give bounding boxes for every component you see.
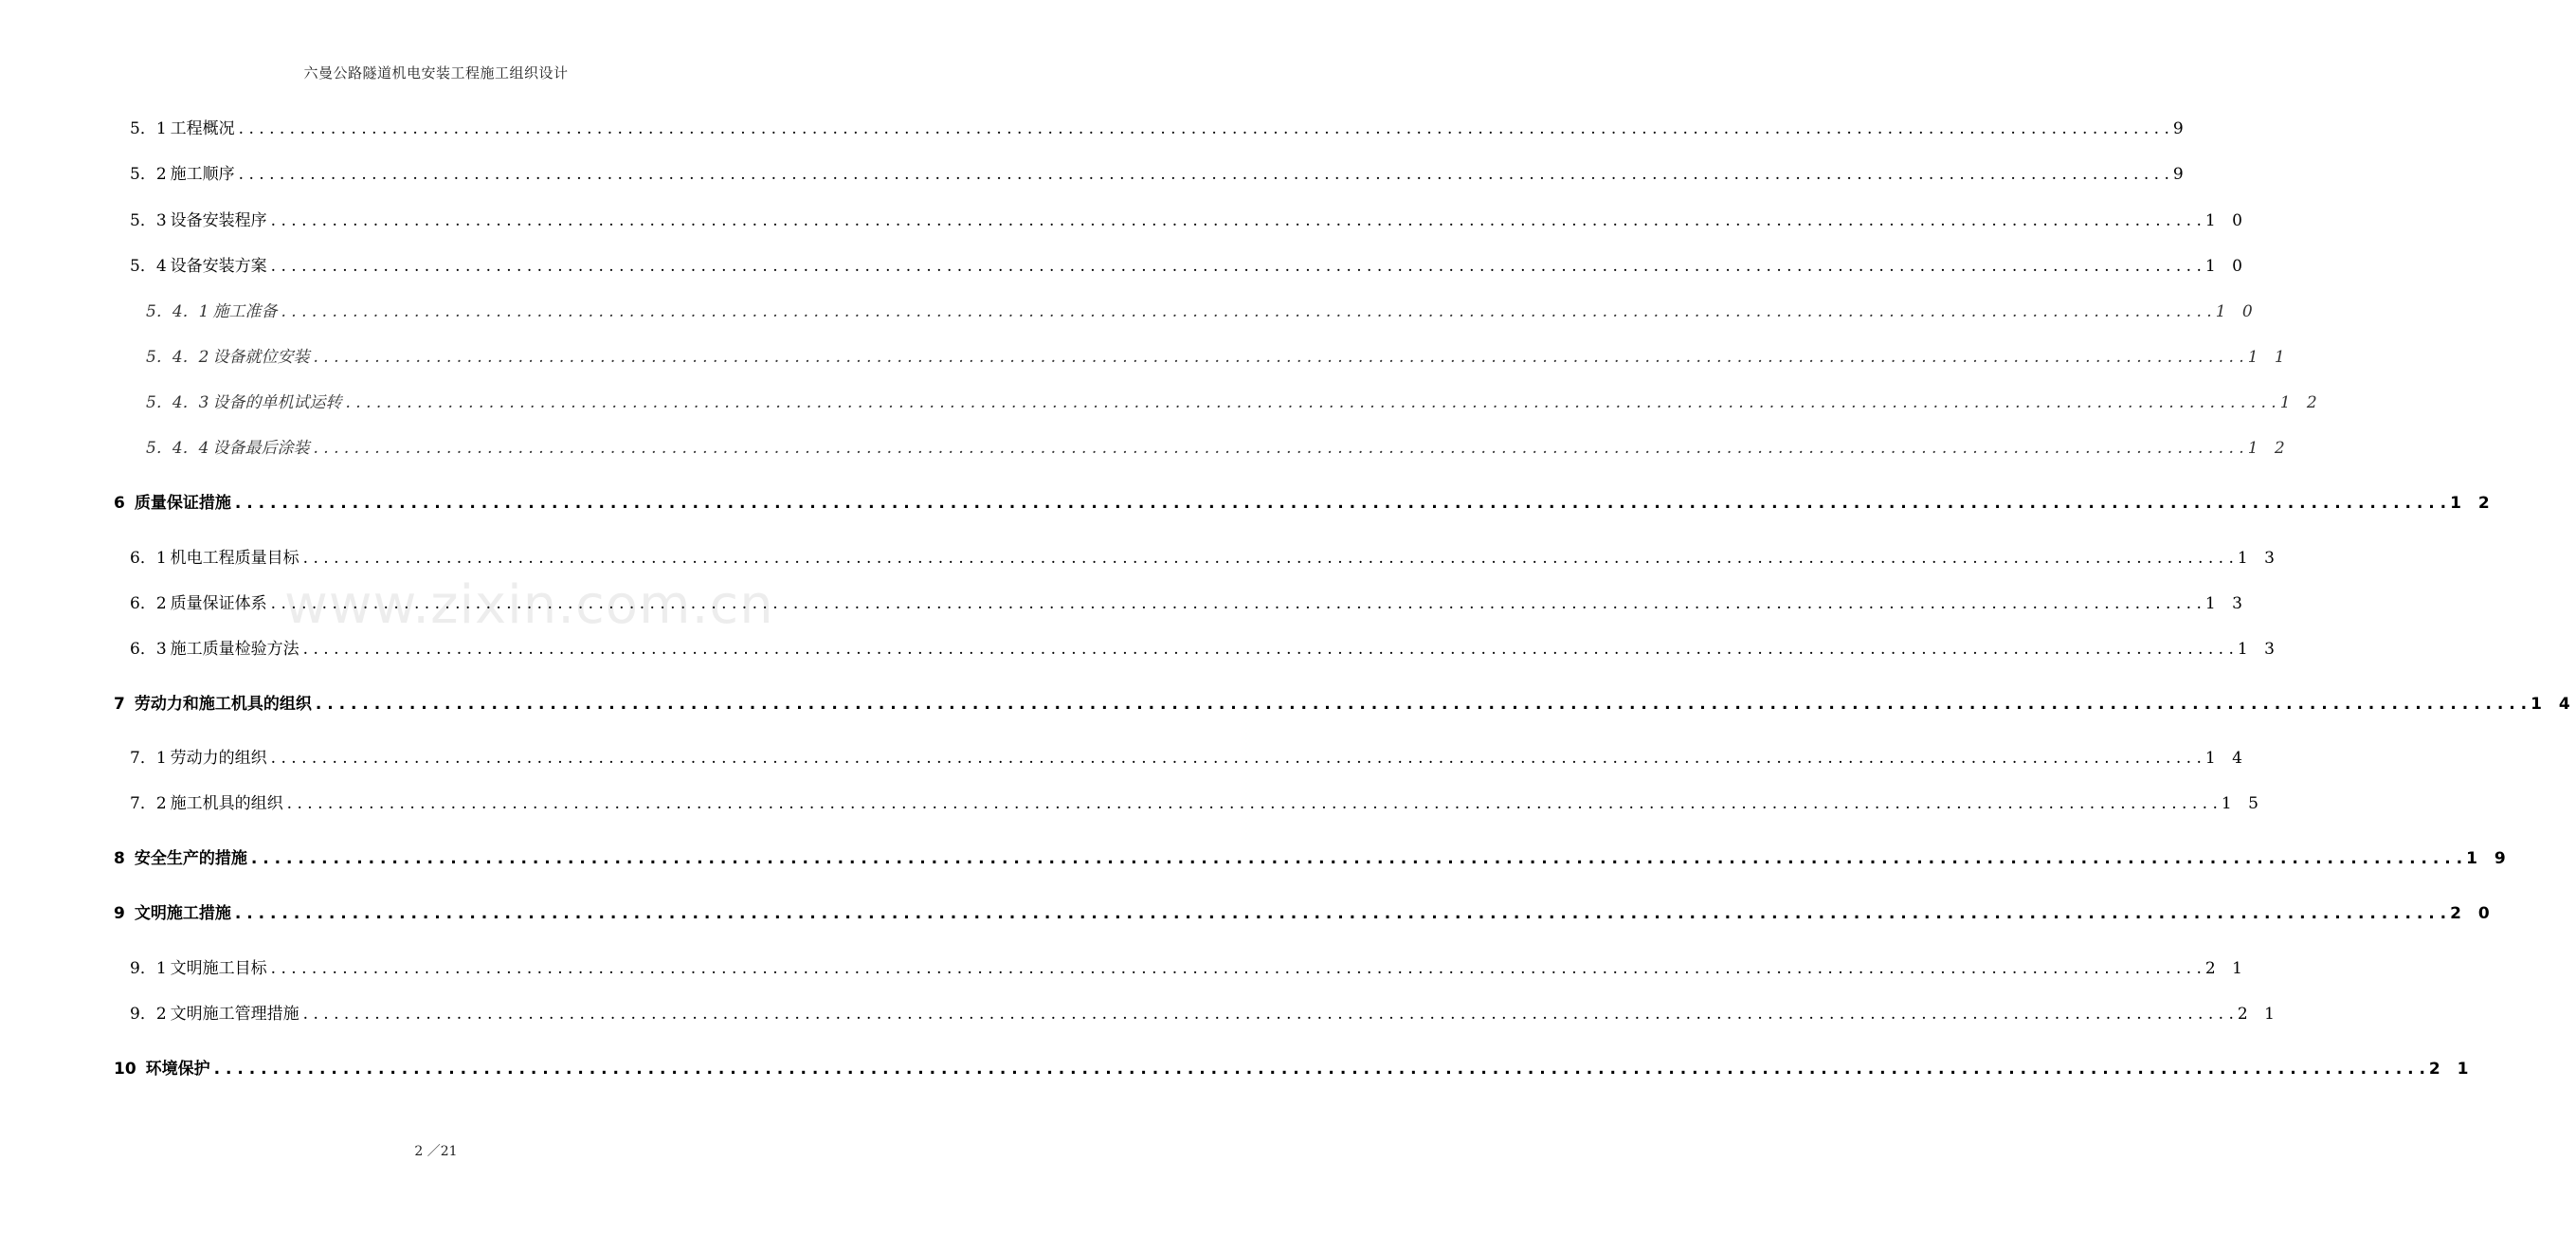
toc-entry-title: 施工准备 (212, 302, 278, 321)
toc-dot-leader (271, 591, 2202, 616)
toc-dot-leader (239, 117, 2169, 141)
toc-entry-number: 6．3 (130, 640, 167, 659)
toc-entry-number: 5．3 (130, 211, 167, 230)
toc-entry-title: 质量保证措施 (134, 494, 231, 513)
toc-entry-number: 5．4．4 (146, 439, 209, 458)
toc-entry[interactable] (146, 345, 2291, 370)
toc-dot-leader (271, 956, 2202, 981)
toc-entry-number: 5．4．2 (146, 348, 209, 367)
toc-entry-title: 设备安装程序 (170, 211, 267, 230)
toc-entry-number: 5．1 (130, 119, 167, 138)
toc-entry-title: 机电工程质量目标 (170, 549, 299, 568)
toc-entry-number: 10 (114, 1060, 136, 1079)
toc-dot-leader (235, 491, 2446, 516)
toc-entry-number: 5．2 (130, 165, 167, 184)
toc-entry-page: 2 1 (2237, 1005, 2280, 1024)
toc-entry-title: 施工顺序 (170, 165, 235, 184)
toc-dot-leader (235, 901, 2446, 926)
toc-entry-page: 1 0 (2204, 211, 2248, 230)
toc-entry[interactable] (146, 299, 2259, 324)
toc-dot-leader (287, 791, 2218, 816)
toc-entry-title: 工程概况 (170, 119, 235, 138)
toc-entry-page: 1 0 (2204, 257, 2248, 276)
toc-dot-leader (303, 546, 2234, 571)
toc-entry[interactable] (114, 901, 2495, 926)
toc-entry-title: 劳动力的组织 (170, 749, 267, 768)
toc-entry-title: 文明施工措施 (134, 904, 231, 923)
toc-entry-page: 1 3 (2237, 640, 2280, 659)
toc-entry[interactable] (114, 846, 2512, 871)
toc-dot-leader (313, 436, 2243, 461)
toc-entry-title: 质量保证体系 (170, 594, 267, 613)
toc-entry-page: 1 2 (2450, 494, 2495, 513)
toc-entry-number: 5．4．1 (146, 302, 209, 321)
toc-entry[interactable] (114, 692, 2576, 717)
toc-entry-title: 文明施工目标 (170, 959, 267, 978)
toc-entry-page: 9 (2172, 119, 2189, 138)
toc-dot-leader (313, 345, 2243, 370)
toc-entry-number: 7．2 (130, 794, 167, 813)
toc-entry[interactable] (130, 209, 2248, 233)
toc-entry-page: 1 3 (2204, 594, 2248, 613)
toc-dot-leader (251, 846, 2462, 871)
toc-entry-page: 1 4 (2204, 749, 2248, 768)
toc-entry[interactable] (114, 491, 2495, 516)
toc-entry[interactable] (130, 956, 2248, 981)
toc-dot-leader (214, 1057, 2425, 1081)
toc-entry-page: 1 4 (2531, 695, 2576, 714)
toc-entry[interactable] (146, 390, 2323, 415)
toc-entry-page: 2 0 (2450, 904, 2495, 923)
toc-entry[interactable] (130, 1002, 2280, 1026)
toc-entry-title: 施工质量检验方法 (170, 640, 299, 659)
toc-entry[interactable] (130, 117, 2189, 141)
toc-entry[interactable] (130, 791, 2264, 816)
toc-dot-leader (271, 209, 2202, 233)
toc-entry-title: 设备最后涂装 (212, 439, 310, 458)
toc-dot-leader (316, 692, 2527, 717)
toc-entry-title: 安全生产的措施 (134, 849, 247, 868)
toc-dot-leader (239, 162, 2169, 187)
toc-dot-leader (271, 746, 2202, 771)
page-indicator: 2 ／21 (414, 1144, 458, 1159)
toc-entry[interactable] (130, 546, 2280, 571)
toc-entry-title: 文明施工管理措施 (170, 1005, 299, 1024)
toc-entry-page: 1 9 (2466, 849, 2512, 868)
toc-entry-number: 6 (114, 494, 125, 513)
toc-entry-title: 劳动力和施工机具的组织 (134, 695, 312, 714)
toc-entry-title: 设备的单机试运转 (212, 393, 342, 412)
toc-dot-leader (281, 299, 2211, 324)
toc-entry[interactable] (114, 1057, 2475, 1081)
toc-entry-page: 1 2 (2279, 393, 2323, 412)
toc-entry-number: 8 (114, 849, 125, 868)
toc-entry-title: 设备安装方案 (170, 257, 267, 276)
toc-entry-number: 5．4 (130, 257, 167, 276)
toc-entry-title: 施工机具的组织 (170, 794, 283, 813)
toc-entry-number: 5．4．3 (146, 393, 209, 412)
toc-entry-number: 9 (114, 904, 125, 923)
toc-entry-page: 2 1 (2428, 1060, 2475, 1079)
page-header-title: 六曼公路隧道机电安装工程施工组织设计 (303, 64, 569, 82)
toc-entry-page: 9 (2172, 165, 2189, 184)
toc-entry-page: 1 1 (2247, 348, 2291, 367)
toc-entry[interactable] (146, 436, 2291, 461)
toc-entry-page: 2 1 (2204, 959, 2248, 978)
toc-entry[interactable] (130, 162, 2189, 187)
toc-dot-leader (271, 254, 2202, 279)
toc-entry[interactable] (130, 637, 2280, 662)
toc-entry-page: 1 5 (2221, 794, 2264, 813)
toc-entry-number: 7．1 (130, 749, 167, 768)
watermark: www.zixin.com.cn (284, 574, 774, 636)
toc-entry-number: 9．2 (130, 1005, 167, 1024)
toc-dot-leader (303, 1002, 2234, 1026)
toc-entry-number: 7 (114, 695, 125, 714)
toc-entry-number: 6．1 (130, 549, 167, 568)
toc-entry-title: 设备就位安装 (212, 348, 310, 367)
toc-entry[interactable] (130, 254, 2248, 279)
toc-entry-number: 6．2 (130, 594, 167, 613)
toc-entry[interactable] (130, 591, 2248, 616)
toc-entry-title: 环境保护 (145, 1060, 210, 1079)
toc-dot-leader (345, 390, 2276, 415)
toc-entry-page: 1 3 (2237, 549, 2280, 568)
toc-entry[interactable] (130, 746, 2248, 771)
toc-entry-page: 1 0 (2215, 302, 2259, 321)
toc-entry-number: 9．1 (130, 959, 167, 978)
toc-dot-leader (303, 637, 2234, 662)
toc-entry-page: 1 2 (2247, 439, 2291, 458)
